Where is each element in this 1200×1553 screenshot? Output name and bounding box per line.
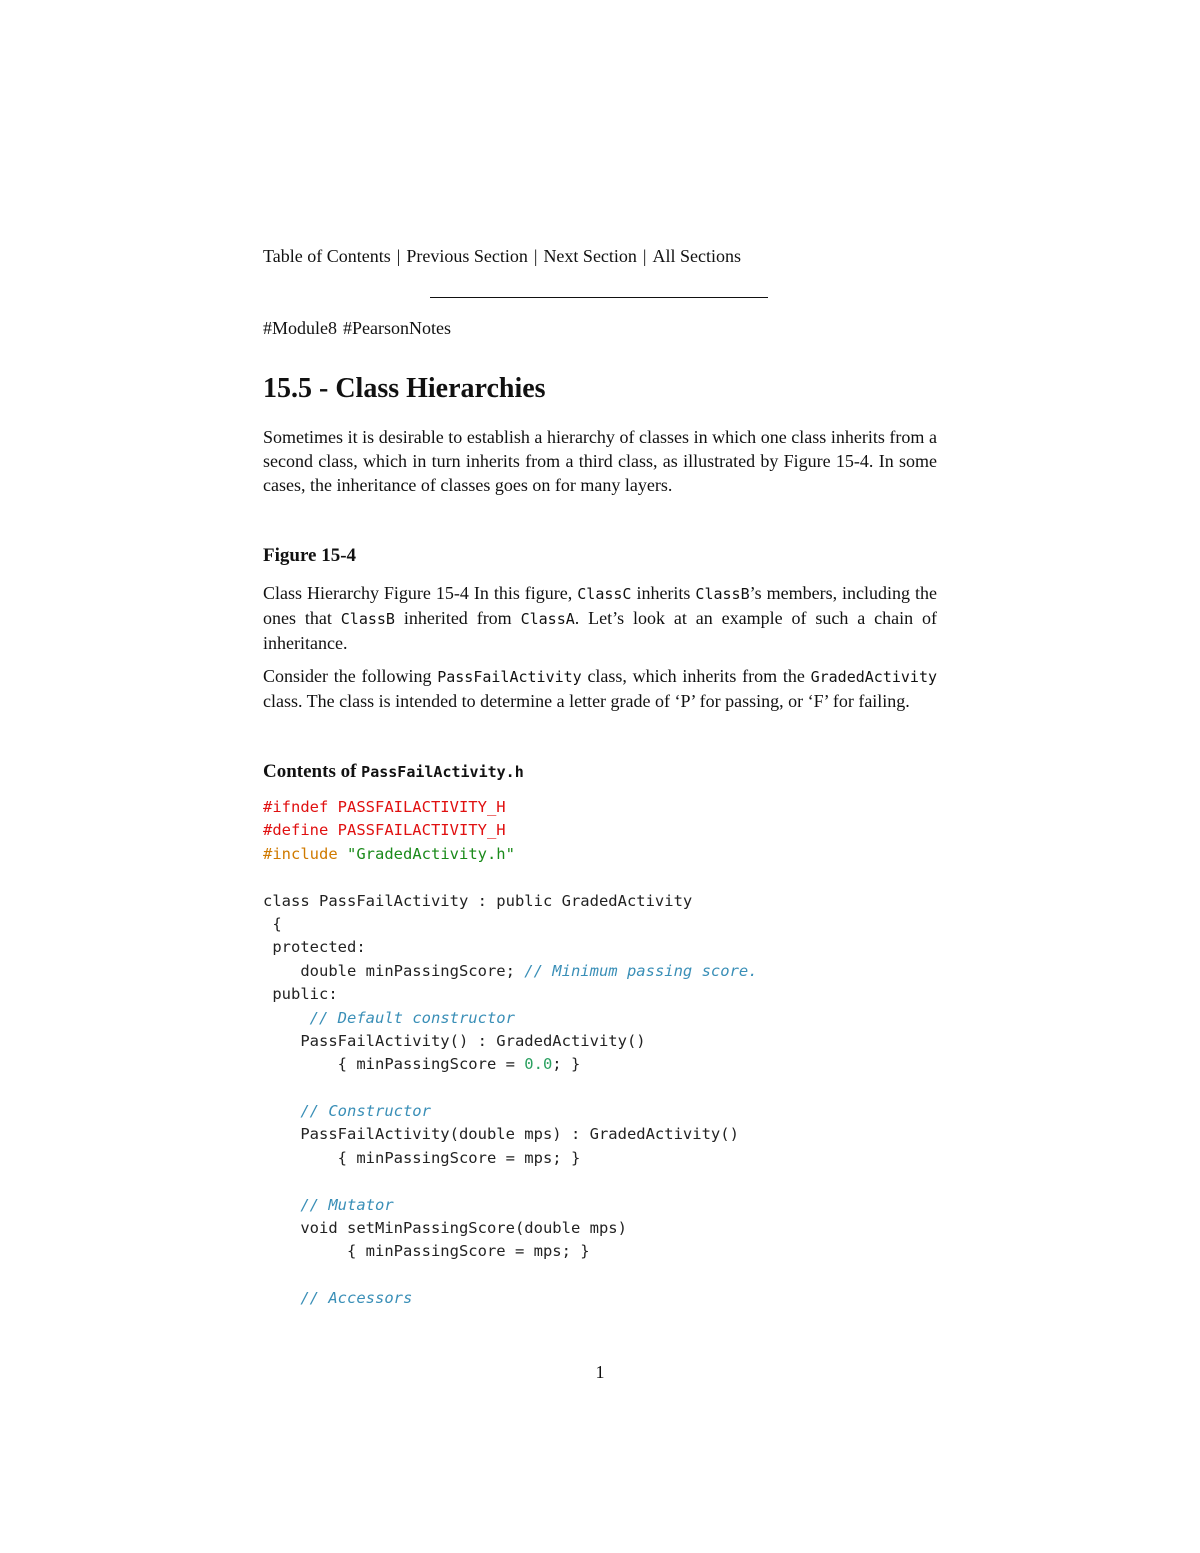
code-line: #include "GradedActivity.h" <box>263 844 515 863</box>
code-line: double minPassingScore; // Minimum passing score. <box>263 961 758 980</box>
code-line: public: <box>263 985 338 1004</box>
tag-module8: #Module8 <box>263 318 337 338</box>
inline-code: ClassB <box>695 585 750 603</box>
inline-code: ClassB <box>340 610 395 628</box>
caption-text: Class Hierarchy Figure 15-4 In this figure, <box>263 583 578 603</box>
section-navigation <box>263 246 741 267</box>
code-line: { minPassingScore = mps; } <box>263 1242 590 1261</box>
figure-caption-paragraph <box>263 581 937 655</box>
code-line: class PassFailActivity : public GradedActivity <box>263 891 693 910</box>
code-block <box>263 796 758 1311</box>
code-line <box>263 1170 758 1193</box>
code-line: protected: <box>263 938 366 957</box>
paragraph-text: Consider the following <box>263 666 438 686</box>
tag-list <box>263 318 451 339</box>
code-line <box>263 866 758 889</box>
code-line <box>263 1077 758 1100</box>
code-line: PassFailActivity(double mps) : GradedActivity() <box>263 1125 739 1144</box>
table-of-contents-link[interactable]: Table of Contents <box>263 246 391 266</box>
code-line: // Default constructor <box>309 1008 515 1027</box>
intro-paragraph: Sometimes it is desirable to establish a hierarchy of classes in which one class inherits from a second class, which in turn inherits from a third class, as illustrated by Figure 15-4. In some cases, the inheritance of classes goes on for many layers. <box>263 427 937 495</box>
code-line: { <box>263 914 282 933</box>
caption-text: ’s members, including the ones that <box>263 583 938 628</box>
next-section-link[interactable]: Next Section <box>543 246 637 266</box>
caption-text: . Let’s look at an example of such a chain of inheritance. <box>263 608 937 653</box>
heading-prefix: Contents of <box>263 761 362 782</box>
all-sections-link[interactable]: All Sections <box>652 246 742 266</box>
figure-heading: Figure 15-4 <box>263 545 357 566</box>
code-line: // Constructor <box>300 1102 431 1121</box>
caption-text: inherited from <box>394 608 521 628</box>
tag-pearson-notes: #PearsonNotes <box>343 318 451 338</box>
code-line: { minPassingScore = 0.0; } <box>263 1055 581 1074</box>
inline-code: ClassC <box>577 585 632 603</box>
code-line: // Accessors <box>300 1289 413 1308</box>
heading-filename: PassFailActivity.h <box>361 763 524 781</box>
section-title: 15.5 - Class Hierarchies <box>263 373 546 404</box>
code-line: // Mutator <box>300 1195 394 1214</box>
caption-text: inherits <box>631 583 696 603</box>
code-listing-heading <box>263 761 524 783</box>
nav-separator: | <box>642 246 647 266</box>
inline-code: GradedActivity <box>810 668 938 686</box>
code-line: #define PASSFAILACTIVITY_H <box>263 821 506 840</box>
consider-paragraph <box>263 664 937 713</box>
paragraph-text: class. The class is intended to determine a letter grade of ‘P’ for passing, or ‘F’ for failing. <box>263 691 910 711</box>
code-line: #ifndef PASSFAILACTIVITY_H <box>263 798 506 816</box>
paragraph-text: class, which inherits from the <box>581 666 811 686</box>
code-line <box>263 1264 758 1287</box>
code-line: PassFailActivity() : GradedActivity() <box>263 1031 646 1050</box>
previous-section-link[interactable]: Previous Section <box>406 246 528 266</box>
nav-separator: | <box>396 246 401 266</box>
code-line: { minPassingScore = mps; } <box>263 1148 581 1167</box>
code-line: void setMinPassingScore(double mps) <box>263 1219 627 1238</box>
inline-code: PassFailActivity <box>437 668 582 686</box>
page-number: 1 <box>595 1362 605 1382</box>
nav-separator: | <box>533 246 538 266</box>
inline-code: ClassA <box>520 610 575 628</box>
horizontal-rule <box>430 297 768 298</box>
